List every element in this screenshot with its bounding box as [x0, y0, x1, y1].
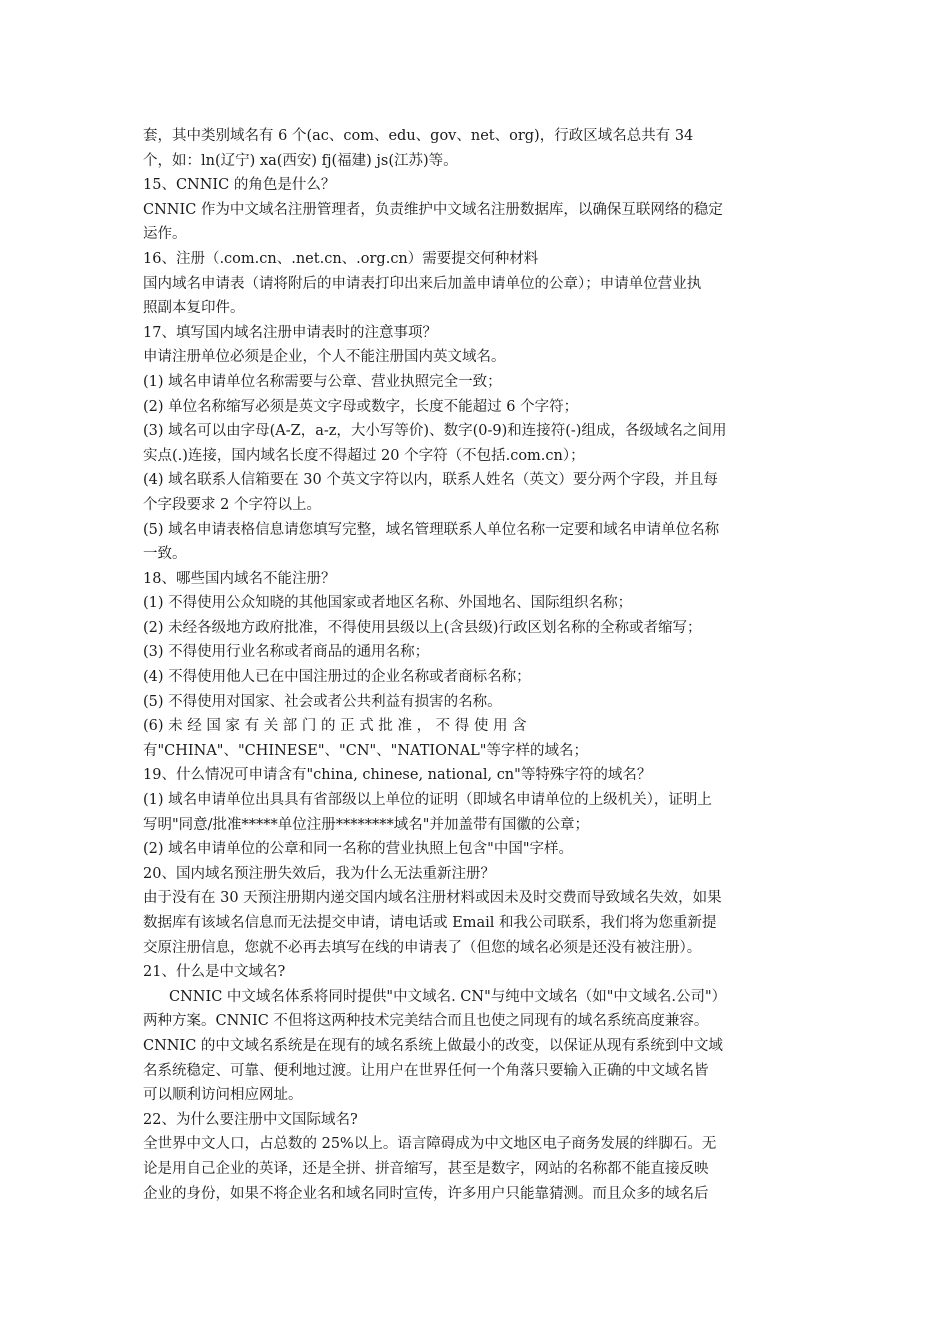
list-item: (1) 不得使用公众知晓的其他国家或者地区名称、外国地名、国际组织名称；	[143, 595, 633, 612]
question-heading: 16、注册（.com.cn、.net.cn、.org.cn）需要提交何种材料	[143, 250, 539, 267]
text-line: 一致。	[143, 546, 187, 563]
question-heading: 15、CNNIC 的角色是什么？	[143, 177, 336, 194]
list-item: (2) 域名申请单位的公章和同一名称的营业执照上包含"中国"字样。	[143, 841, 573, 858]
text-line: 申请注册单位必须是企业，个人不能注册国内英文域名。	[143, 349, 506, 366]
text-line: CNNIC 作为中文域名注册管理者，负责维护中文域名注册数据库，以确保互联网络的稳定	[143, 201, 723, 218]
text-line: CNNIC 的中文域名系统是在现有的域名系统上做最小的改变，以保证从现有系统到中文域	[143, 1037, 723, 1054]
question-heading: 19、什么情况可申请含有"china, chinese, national, cn"等特殊字符的域名？	[143, 767, 652, 784]
question-heading: 18、哪些国内域名不能注册？	[143, 570, 336, 587]
text-line: 可以顺利访问相应网址。	[143, 1087, 303, 1104]
text-line: 由于没有在 30 天预注册期内递交国内域名注册材料或因未及时交费而导致域名失效，如果	[143, 890, 722, 907]
question-heading: 21、什么是中文域名?	[143, 964, 286, 981]
question-heading: 17、填写国内域名注册申请表时的注意事项？	[143, 324, 437, 341]
text-line: 论是用自己企业的英译，还是全拼、拼音缩写，甚至是数字，网站的名称都不能直接反映	[143, 1160, 709, 1177]
document-page	[143, 124, 809, 1206]
list-item: (4) 域名联系人信箱要在 30 个英文字符以内，联系人姓名（英文）要分两个字段，并且每	[143, 472, 718, 489]
question-heading: 20、国内域名预注册失效后，我为什么无法重新注册？	[143, 865, 495, 882]
text-line: 全世界中文人口，占总数的 25%以上。语言障碍成为中文地区电子商务发展的绊脚石。无	[143, 1136, 717, 1153]
list-item: (5) 域名申请表格信息请您填写完整，域名管理联系人单位名称一定要和域名申请单位名称	[143, 521, 720, 538]
text-line: 个，如：ln(辽宁) xa(西安) fj(福建) js(江苏)等。	[143, 152, 458, 169]
text-line: CNNIC 中文域名体系将同时提供"中文域名. CN"与纯中文域名（如"中文域名.公司"）	[169, 988, 727, 1005]
text-line: 企业的身份，如果不将企业名和域名同时宣传，许多用户只能靠猜测。而且众多的域名后	[143, 1185, 709, 1202]
text-line: 名系统稳定、可靠、便利地过渡。让用户在世界任何一个角落只要输入正确的中文域名皆	[143, 1062, 709, 1079]
list-item: (1) 域名申请单位出具具有省部级以上单位的证明（即域名申请单位的上级机关），证明上	[143, 792, 712, 809]
text-line: 写明"同意/批准*****单位注册********域名"并加盖带有国徽的公章；	[143, 816, 589, 833]
text-line: 个字段要求 2 个字符以上。	[143, 496, 321, 513]
text-line: 运作。	[143, 226, 187, 243]
text-line: 两种方案。CNNIC 不但将这两种技术完美结合而且也使之同现有的域名系统高度兼容。	[143, 1013, 709, 1030]
list-item: (3) 不得使用行业名称或者商品的通用名称；	[143, 644, 430, 661]
text-line: 有"CHINA"、"CHINESE"、"CN"、"NATIONAL"等字样的域名；	[143, 742, 588, 759]
text-line: 照副本复印件。	[143, 300, 245, 317]
list-item: (1) 域名申请单位名称需要与公章、营业执照完全一致；	[143, 373, 502, 390]
text-line: 套，其中类别域名有 6 个(ac、com、edu、gov、net、org)，行政区域名总共有 34	[143, 128, 694, 144]
question-heading: 22、为什么要注册中文国际域名?	[143, 1111, 358, 1128]
list-item: (4) 不得使用他人已在中国注册过的企业名称或者商标名称；	[143, 669, 531, 686]
list-item: (5) 不得使用对国家、社会或者公共利益有损害的名称。	[143, 693, 502, 710]
text-line: 实点(.)连接，国内域名长度不得超过 20 个字符（不包括.com.cn）；	[143, 447, 585, 464]
list-item: (3) 域名可以由字母(A-Z，a-z，大小写等价)、数字(0-9)和连接符(-)组成，各级域名之间用	[143, 423, 727, 440]
text-line: 国内域名申请表（请将附后的申请表打印出来后加盖申请单位的公章）；申请单位营业执	[143, 275, 702, 292]
list-item: (2) 单位名称缩写必须是英文字母或数字，长度不能超过 6 个字符；	[143, 398, 579, 415]
text-line: 数据库有该域名信息而无法提交申请，请电话或 Email 和我公司联系，我们将为您重新提	[143, 915, 717, 931]
list-item: (6) 未 经 国 家 有 关 部 门 的 正 式 批 准 ， 不 得 使 用 含	[143, 718, 527, 735]
list-item: (2) 未经各级地方政府批准，不得使用县级以上(含县级)行政区划名称的全称或者缩写；	[143, 619, 702, 636]
text-line: 交原注册信息，您就不必再去填写在线的申请表了（但您的域名必须是还没有被注册）。	[143, 939, 702, 956]
